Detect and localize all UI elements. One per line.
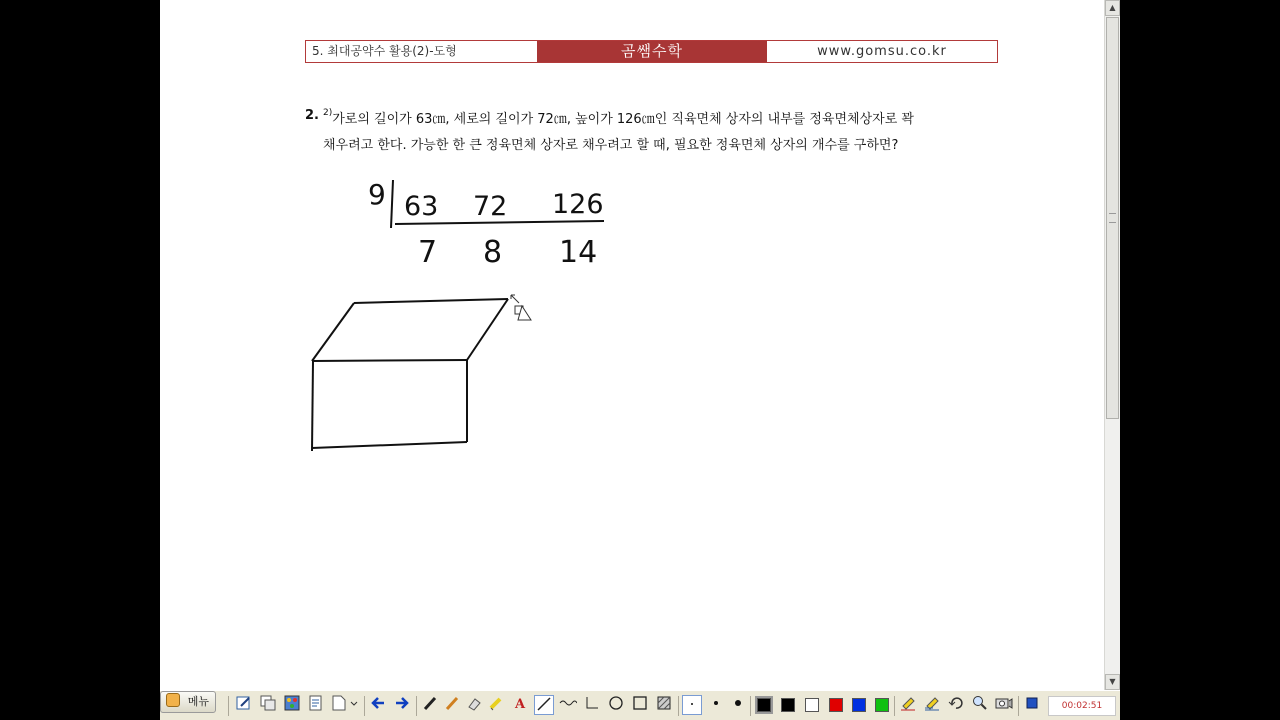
problem-line-2: 채우려고 한다. 가능한 한 큰 정육면체 상자로 채우려고 할 때, 필요한 정육면체 상자의 개수를 구하면? (323, 138, 899, 153)
hw-box-left-slant (312, 303, 354, 361)
pen-cursor-icon (510, 294, 532, 322)
toolbar-divider (678, 696, 679, 716)
brand-title: 곰쌤수학 (537, 41, 767, 62)
color-swatch-black-selected[interactable] (757, 698, 771, 712)
pen-icon[interactable] (420, 695, 440, 715)
worksheet-page (160, 0, 1104, 690)
handwriting-canvas[interactable] (160, 0, 1104, 690)
problem-number: 2. (305, 108, 319, 123)
hw-box-top-back (354, 299, 508, 303)
palette-icon[interactable] (282, 695, 302, 715)
recording-timer: 00:02:51 (1048, 696, 1116, 716)
hw-quotient-1: 7 (418, 235, 438, 270)
hw-divisor: 9 (368, 178, 386, 211)
text-tool-icon[interactable]: A (514, 697, 526, 712)
color-swatch-blue[interactable] (852, 698, 866, 712)
drawing-toolbar (160, 690, 1120, 720)
problem-footnote: 2) (323, 108, 333, 118)
scroll-up-button[interactable]: ▲ (1105, 0, 1120, 16)
vertical-scrollbar[interactable] (1104, 0, 1120, 690)
marker-icon[interactable] (486, 695, 506, 715)
hw-quotient-2: 8 (483, 235, 503, 270)
hw-quotient-3: 14 (559, 235, 598, 270)
highlighter-icon[interactable] (442, 695, 462, 715)
corner-tool-icon[interactable] (582, 695, 602, 715)
hw-vertical-bar (391, 180, 393, 228)
circle-tool-icon[interactable] (606, 695, 626, 715)
website-url: www.gomsu.co.kr (817, 44, 947, 59)
pen-size-medium-icon[interactable] (706, 695, 726, 715)
toolbar-divider (364, 696, 365, 716)
color-swatch-black[interactable] (781, 698, 795, 712)
hw-box-bottom-edge (312, 442, 467, 448)
rectangle-tool-icon[interactable] (630, 695, 650, 715)
color-swatch-red[interactable] (829, 698, 843, 712)
toolbar-divider (1018, 696, 1019, 716)
toolbar-divider (416, 696, 417, 716)
hw-dividend-3: 126 (552, 189, 604, 220)
pen-size-small-icon[interactable] (682, 695, 702, 715)
toolbar-divider (894, 696, 895, 716)
wave-tool-icon[interactable] (558, 695, 578, 715)
scroll-down-button[interactable]: ▼ (1105, 674, 1120, 690)
menu-label: 메뉴 (187, 695, 209, 708)
record-icon[interactable] (1022, 695, 1042, 715)
hw-dividend-2: 72 (473, 191, 508, 222)
scroll-grip-icon (1109, 213, 1116, 223)
notes-icon[interactable] (306, 695, 326, 715)
toolbar-divider (750, 696, 751, 716)
undo-icon[interactable] (946, 695, 966, 715)
scroll-thumb[interactable] (1106, 17, 1119, 419)
copy-icon[interactable] (258, 695, 278, 715)
color-swatch-green[interactable] (875, 698, 889, 712)
toolbar-divider (228, 696, 229, 716)
hatch-tool-icon[interactable] (654, 695, 674, 715)
hw-box-sketch (312, 299, 508, 451)
clear-pen-icon[interactable] (898, 695, 918, 715)
capture-icon[interactable] (994, 695, 1014, 715)
hw-box-right-slant (467, 299, 508, 360)
eraser-icon[interactable] (464, 695, 484, 715)
clear-all-icon[interactable] (922, 695, 942, 715)
zoom-icon[interactable] (970, 695, 990, 715)
line-tool-icon[interactable] (534, 695, 554, 715)
page-icon[interactable] (330, 695, 360, 715)
color-swatch-white[interactable] (805, 698, 819, 712)
hw-box-left-edge (312, 361, 313, 451)
hw-box-top-front (312, 360, 467, 361)
menu-icon (166, 693, 180, 707)
problem-text-1: 가로의 길이가 63㎝, 세로의 길이가 72㎝, 높이가 126㎝인 직육면체 상자의 내부를 정육면체상자로 꽉 (332, 112, 914, 127)
chapter-title: 5. 최대공약수 활용(2)-도형 (312, 44, 457, 58)
hw-dividend-1: 63 (404, 191, 439, 222)
edit-icon[interactable] (234, 695, 254, 715)
back-arrow-icon[interactable] (368, 695, 388, 715)
menu-button[interactable] (160, 691, 216, 713)
forward-arrow-icon[interactable] (392, 695, 412, 715)
pen-size-large-icon[interactable] (728, 695, 748, 715)
